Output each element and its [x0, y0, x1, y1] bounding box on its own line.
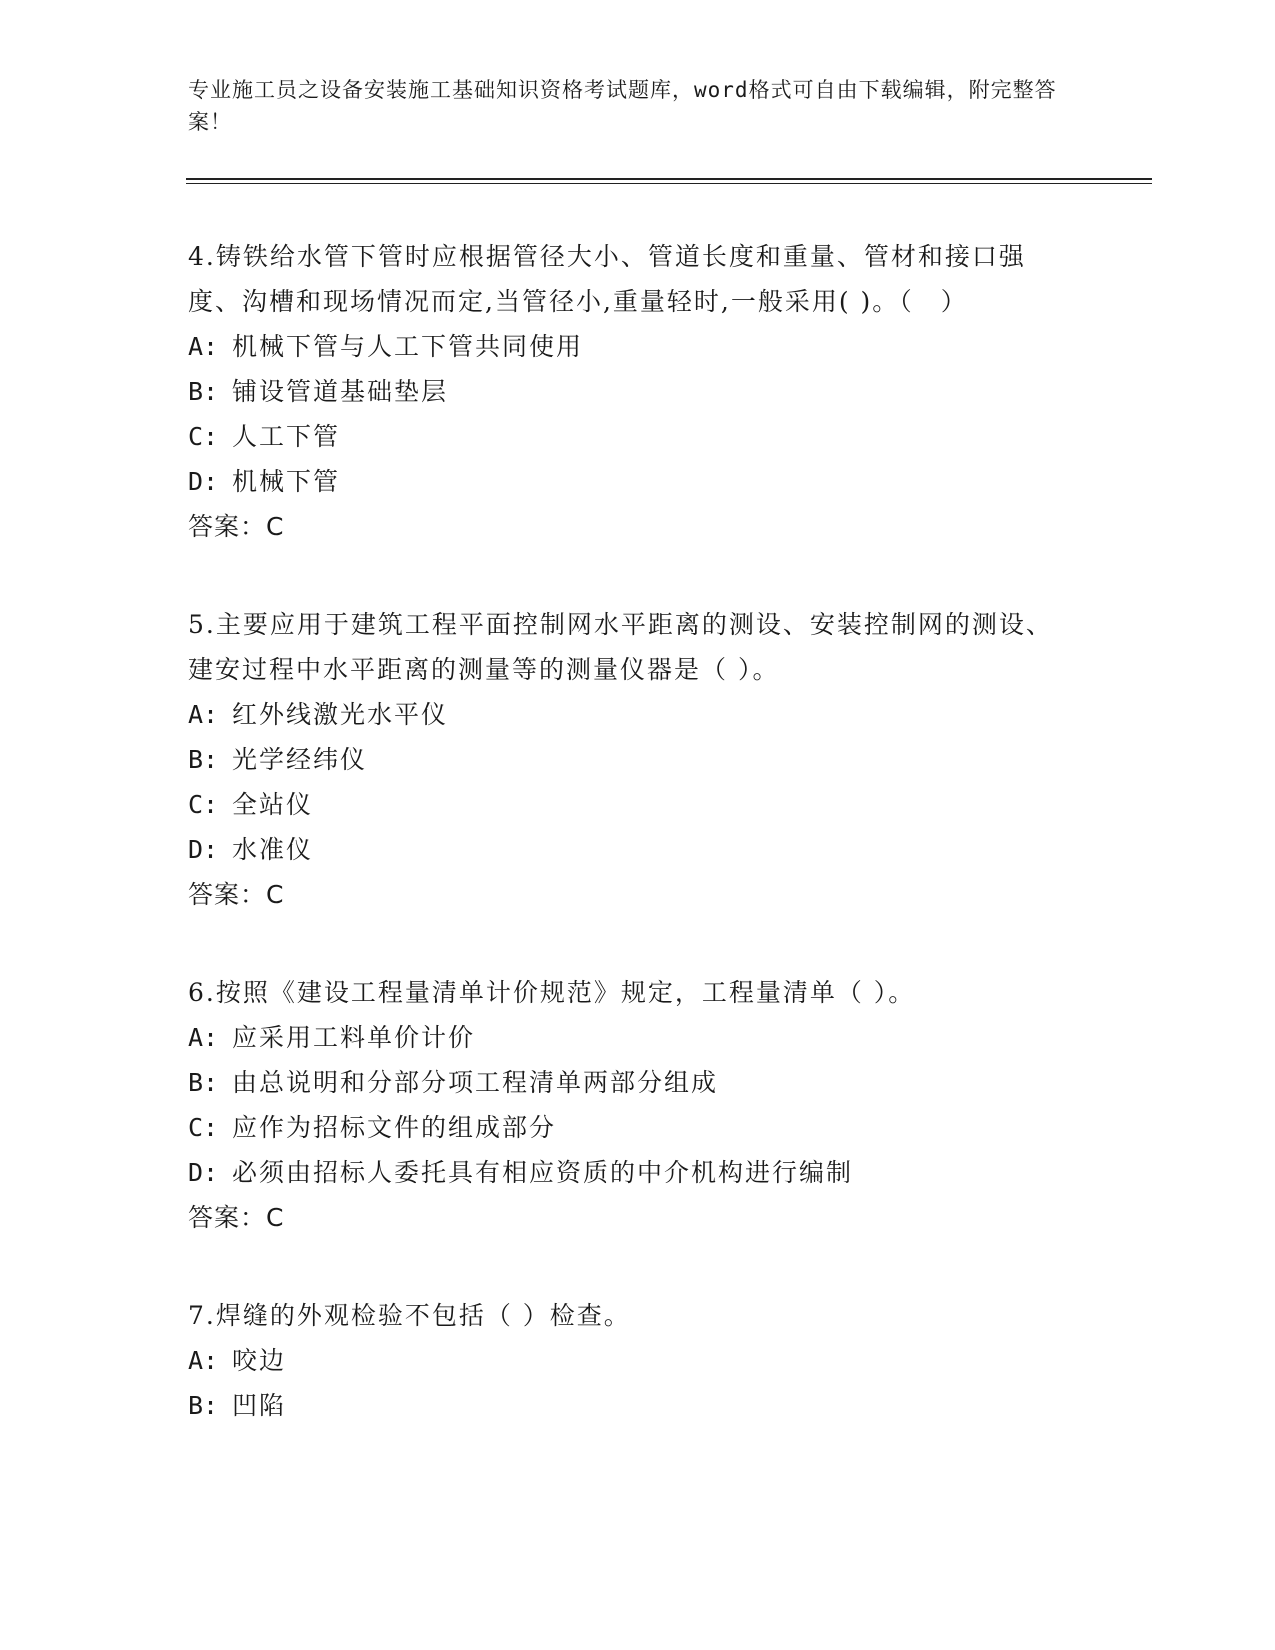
question-7	[188, 1293, 1068, 1428]
option-text: 红外线激光水平仪	[232, 700, 449, 729]
option-text: 水准仪	[232, 835, 314, 864]
option-letter: D:	[188, 467, 219, 496]
question-6	[188, 970, 1068, 1241]
answer-line: 答案：C	[188, 512, 285, 541]
option-letter: B:	[188, 1391, 219, 1420]
option-text: 凹陷	[232, 1391, 287, 1420]
option-letter: B:	[188, 1068, 219, 1097]
option-letter: B:	[188, 377, 219, 406]
option-text: 机械下管与人工下管共同使用	[232, 332, 584, 361]
option-b	[188, 1060, 1068, 1105]
option-text: 全站仪	[232, 790, 314, 819]
option-letter: C:	[188, 790, 219, 819]
option-letter: D:	[188, 835, 219, 864]
option-letter: A:	[188, 332, 219, 361]
option-letter: D:	[188, 1158, 219, 1187]
option-text: 应采用工料单价计价	[232, 1023, 476, 1052]
question-4	[188, 234, 1068, 550]
option-text: 铺设管道基础垫层	[232, 377, 449, 406]
option-text: 光学经纬仪	[232, 745, 368, 774]
question-stem: 4.铸铁给水管下管时应根据管径大小、管道长度和重量、管材和接口强度、沟槽和现场情况而定,当管径小,重量轻时,一般采用( )。（ ）	[188, 242, 1026, 316]
question-stem: 7.焊缝的外观检验不包括（ ）检查。	[188, 1301, 631, 1330]
option-letter: C:	[188, 1113, 219, 1142]
option-text: 咬边	[232, 1346, 287, 1375]
divider-line-top	[186, 178, 1152, 180]
question-spacer	[188, 918, 1068, 970]
option-d	[188, 827, 1068, 872]
option-c	[188, 1105, 1068, 1150]
option-a	[188, 692, 1068, 737]
option-d	[188, 1150, 1068, 1195]
option-b	[188, 737, 1068, 782]
option-letter: C:	[188, 422, 219, 451]
question-stem: 6.按照《建设工程量清单计价规范》规定，工程量清单（ ）。	[188, 978, 916, 1007]
question-spacer	[188, 1241, 1068, 1293]
option-text: 机械下管	[232, 467, 341, 496]
option-text: 由总说明和分部分项工程清单两部分组成	[232, 1068, 719, 1097]
divider-line-bottom	[186, 183, 1152, 184]
option-a	[188, 1015, 1068, 1060]
option-text: 人工下管	[232, 422, 341, 451]
option-a	[188, 324, 1068, 369]
option-text: 应作为招标文件的组成部分	[232, 1113, 557, 1142]
option-b	[188, 1383, 1068, 1428]
option-b	[188, 369, 1068, 414]
option-text: 必须由招标人委托具有相应资质的中介机构进行编制	[232, 1158, 854, 1187]
question-5	[188, 602, 1068, 918]
question-list	[188, 234, 1068, 1428]
document-header	[188, 74, 1068, 138]
option-c	[188, 782, 1068, 827]
option-d	[188, 459, 1068, 504]
question-stem: 5.主要应用于建筑工程平面控制网水平距离的测设、安装控制网的测设、建安过程中水平距离的测量等的测量仪器是（ ）。	[188, 610, 1053, 684]
answer-line: 答案：C	[188, 880, 285, 909]
option-letter: A:	[188, 700, 219, 729]
option-a	[188, 1338, 1068, 1383]
option-letter: B:	[188, 745, 219, 774]
answer-line: 答案：C	[188, 1203, 285, 1232]
question-spacer	[188, 550, 1068, 602]
header-text: 专业施工员之设备安装施工基础知识资格考试题库，word格式可自由下载编辑，附完整答案！	[188, 78, 1057, 134]
header-divider	[186, 178, 1152, 184]
option-c	[188, 414, 1068, 459]
option-letter: A:	[188, 1023, 219, 1052]
option-letter: A:	[188, 1346, 219, 1375]
